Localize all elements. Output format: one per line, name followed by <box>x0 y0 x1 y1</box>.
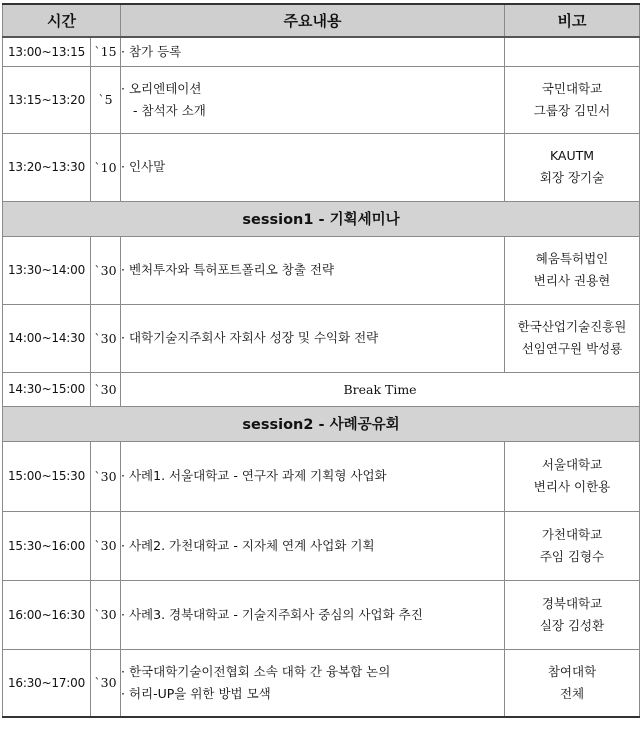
note-person: 선임연구원 박성룡 <box>521 341 623 356</box>
content-cell <box>121 236 505 304</box>
time-cell: 15:00~15:30 <box>3 441 91 511</box>
table-row <box>3 66 640 133</box>
note-org: 참여대학 <box>547 663 597 679</box>
table-row <box>3 236 640 304</box>
time-cell: 13:30~14:00 <box>3 236 91 304</box>
note-org: 가천대학교 <box>541 526 603 542</box>
table-row <box>3 133 640 201</box>
header-content: 주요내용 <box>121 4 505 37</box>
content-item: · 인사말 <box>121 159 166 174</box>
duration-cell: `30 <box>91 580 121 649</box>
note-cell <box>505 441 640 511</box>
note-person: 실장 김성환 <box>539 617 605 633</box>
break-row <box>3 372 640 406</box>
session2-title: session2 - 사례공유회 <box>3 406 640 441</box>
duration-cell: `30 <box>91 441 121 511</box>
note-person: 주임 김형수 <box>539 548 605 564</box>
content-cell <box>121 37 505 66</box>
note-person: 그룹장 김민서 <box>533 102 611 118</box>
note-org: 경북대학교 <box>541 595 603 611</box>
time-cell: 15:30~16:00 <box>3 511 91 580</box>
content-item: · 벤처투자와 특허포트폴리오 창출 전략 <box>121 262 335 277</box>
note-cell <box>505 304 640 372</box>
note-org: KAUTM <box>549 148 595 163</box>
content-item: · 사례3. 경북대학교 - 기술지주회사 중심의 사업화 추진 <box>121 606 423 622</box>
schedule-table <box>2 3 640 718</box>
note-cell <box>505 236 640 304</box>
time-cell: 16:00~16:30 <box>3 580 91 649</box>
note-org: 서울대학교 <box>541 457 603 472</box>
content-item: · 사례2. 가천대학교 - 지자체 연계 사업화 기획 <box>121 537 375 553</box>
note-cell <box>505 511 640 580</box>
note-org: 한국산업기술진흥원 <box>517 319 627 334</box>
note-person: 변리사 이한용 <box>533 479 611 494</box>
note-org: 혜움특허법인 <box>535 251 609 266</box>
duration-cell: `30 <box>91 511 121 580</box>
note-cell <box>505 66 640 133</box>
content-item: · 한국대학기술이전협회 소속 대학 간 융복합 논의 <box>121 663 391 679</box>
content-cell <box>121 649 505 717</box>
duration-cell: `30 <box>91 304 121 372</box>
header-note: 비고 <box>505 4 640 37</box>
break-label: Break Time <box>121 372 640 406</box>
content-cell <box>121 511 505 580</box>
note-person: 전체 <box>559 685 585 701</box>
table-row <box>3 580 640 649</box>
table-row <box>3 511 640 580</box>
content-item: · 대학기술지주회사 자회사 성장 및 수익화 전략 <box>121 330 379 345</box>
note-cell <box>505 649 640 717</box>
content-cell <box>121 66 505 133</box>
time-cell: 14:30~15:00 <box>3 372 91 406</box>
duration-cell: `30 <box>91 649 121 717</box>
table-row <box>3 304 640 372</box>
content-cell <box>121 304 505 372</box>
table-row <box>3 441 640 511</box>
duration-cell: `10 <box>91 133 121 201</box>
note-org: 국민대학교 <box>541 80 603 96</box>
content-cell <box>121 580 505 649</box>
note-cell <box>505 580 640 649</box>
content-cell <box>121 133 505 201</box>
time-cell: 13:15~13:20 <box>3 66 91 133</box>
duration-cell: `30 <box>91 236 121 304</box>
note-cell <box>505 37 640 66</box>
content-subitem: - 참석자 소개 <box>133 102 206 118</box>
header-row <box>3 4 640 37</box>
time-cell: 14:00~14:30 <box>3 304 91 372</box>
note-person: 변리사 권용현 <box>533 273 611 288</box>
time-cell: 13:20~13:30 <box>3 133 91 201</box>
session1-title: session1 - 기획세미나 <box>3 201 640 236</box>
content-item: · 사례1. 서울대학교 - 연구자 과제 기획형 사업화 <box>121 468 387 483</box>
content-cell <box>121 441 505 511</box>
duration-cell: `15 <box>91 37 121 66</box>
note-person: 회장 장기술 <box>539 170 605 185</box>
session-header-row <box>3 201 640 236</box>
content-item: · 오리엔테이션 <box>121 80 202 96</box>
duration-cell: `5 <box>91 66 121 133</box>
note-cell <box>505 133 640 201</box>
content-item: · 허리-UP을 위한 방법 모색 <box>121 685 271 701</box>
content-item: · 참가 등록 <box>121 43 182 59</box>
session-header-row <box>3 406 640 441</box>
time-cell: 16:30~17:00 <box>3 649 91 717</box>
duration-cell: `30 <box>91 372 121 406</box>
table-row <box>3 37 640 66</box>
header-time: 시간 <box>3 4 121 37</box>
table-row <box>3 649 640 717</box>
time-cell: 13:00~13:15 <box>3 37 91 66</box>
